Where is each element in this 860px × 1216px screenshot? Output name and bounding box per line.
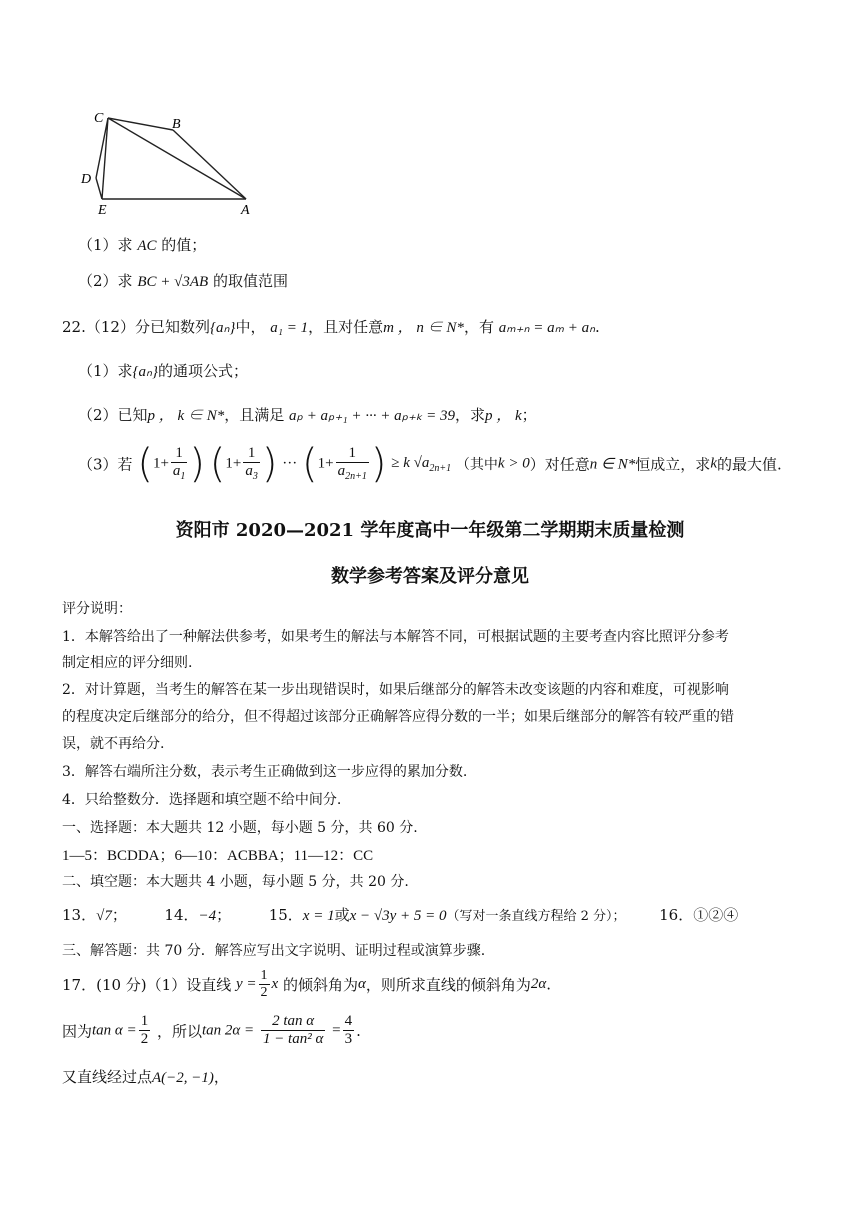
solution-17-line2: 因为tan α = $\frac{1}{2}$ ，所以tan 2α = $\frac{\text{2 tan α}}{\text{1 − tan² α}}$ = $\frac{4}{3}$ . xyxy=(62,1013,361,1048)
solution-17-line3: 又直线经过点A(−2, −1)， xyxy=(62,1068,229,1086)
q22-part3: （3）若 (1+ $\frac{1}{a_1}$ ) (1+ $\frac{1}{a_3}$ ) ··· (1+ $\frac{1}{a_{2n+1}}$ ) ≥ k $√a_{2n+1}$ （其中k > 0）对任意n ∈ N*恒成立，求k的最大值. xyxy=(78,441,782,487)
geometry-figure xyxy=(78,108,268,220)
section-1-answers: 1—5：BCDDA；6—10：ACBBA；11—12：CC xyxy=(62,848,374,864)
q22-part1: （1）求{aₙ}的通项公式； xyxy=(78,362,249,380)
rule-1a: 1．本解答给出了一种解法供参考，如果考生的解法与本解答不同，可根据试题的主要考查内容比照评分参考 xyxy=(62,629,729,645)
rule-3: 3．解答右端所注分数，表示考生正确做到这一步应得的累加分数. xyxy=(62,764,468,780)
rule-2b: 的程度决定后继部分的给分，但不得超过该部分正确解答应得分数的一半；如果后继部分的解答有较严重的错 xyxy=(62,709,734,725)
q21-part2: （2）求 BC + √3AB 的取值范围 xyxy=(78,272,288,290)
rule-2c: 误，就不再给分. xyxy=(62,736,165,752)
point-label-a: A xyxy=(241,203,250,218)
point-label-b: B xyxy=(172,117,181,132)
q22-part2: （2）已知p ， k ∈ N*，且满足 aₚ + aₚ₊₁ + ··· + aₚ₊ₖ = 39，求p ， k； xyxy=(78,406,537,424)
point-label-e: E xyxy=(98,203,107,218)
rule-4: 4．只给整数分．选择题和填空题不给中间分. xyxy=(62,792,342,808)
solution-17-line1: 17．(10 分)（1）设直线 y = $\frac{1}{2}$ x 的倾斜角为α，则所求直线的倾斜角为2α. xyxy=(62,968,552,1001)
section-1: 一、选择题：本大题共 12 小题，每小题 5 分，共 60 分. xyxy=(62,820,418,836)
section-2: 二、填空题：本大题共 4 小题，每小题 5 分，共 20 分. xyxy=(62,874,409,890)
q22-stem: 22.（12）分已知数列{aₙ}中， a₁ = 1，且对任意m ， n ∈ N*，有 aₘ₊ₙ = aₘ + aₙ. xyxy=(62,318,600,336)
answers-title: 资阳市 2020—2021 学年度高中一年级第二学期期末质量检测 xyxy=(175,520,685,541)
rule-2a: 2．对计算题，当考生的解答在某一步出现错误时，如果后继部分的解答未改变该题的内容和难度，可视影响 xyxy=(62,682,729,698)
point-label-c: C xyxy=(94,111,104,126)
fill-answers: 13．√7； 14．−4； 15．x = 1或x − √3y + 5 = 0（写对一条直线方程给 2 分）； 16．①②④ xyxy=(62,906,739,924)
rule-1b: 制定相应的评分细则. xyxy=(62,655,193,671)
scoring-intro: 评分说明： xyxy=(62,601,132,617)
section-3: 三、解答题：共 70 分．解答应写出文字说明、证明过程或演算步骤. xyxy=(62,943,486,959)
answers-subtitle: 数学参考答案及评分意见 xyxy=(331,566,529,587)
q21-part1: （1）求 AC 的值； xyxy=(78,236,207,254)
point-label-d: D xyxy=(81,172,92,187)
